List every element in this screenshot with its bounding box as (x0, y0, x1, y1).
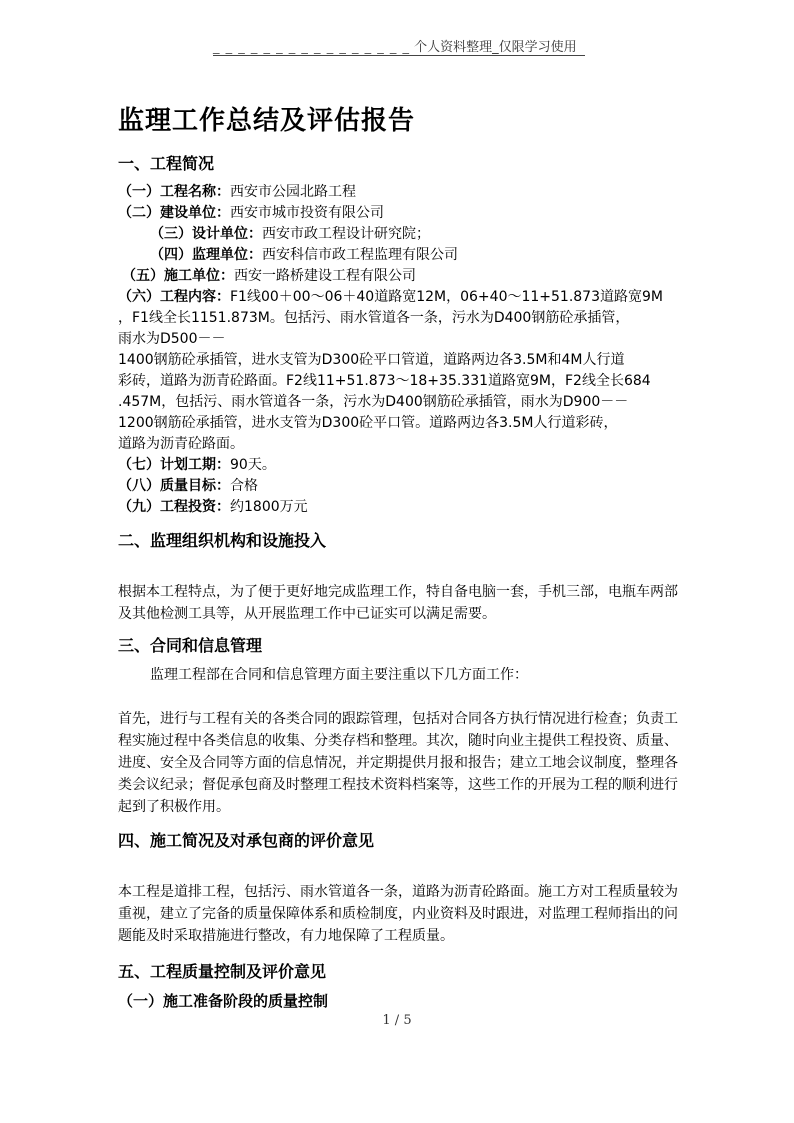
header-dashes: _ _ _ _ _ _ _ _ _ _ _ _ _ _ _ _ (213, 40, 410, 55)
section-4-heading: 四、施工简况及对承包商的评价意见 (118, 831, 375, 850)
document-body (118, 94, 678, 1015)
section-5-subheading: （一）施工准备阶段的质量控制 (118, 992, 329, 1010)
content-line: 雨水为D500－－ (118, 331, 226, 347)
item-owner: （二）建设单位：西安市城市投资有限公司 (118, 205, 384, 221)
header-rule (213, 55, 585, 56)
item-schedule: （七）计划工期：90天。 (118, 457, 276, 473)
content-line: 彩砖，道路为沥青砼路面。F2线11+51.873～18+35.331道路宽9M，F2线全长684 (118, 373, 651, 389)
section-2-heading: 二、监理组织机构和设施投入 (118, 531, 327, 550)
item-supervisor: （四）监理单位：西安科信市政工程监理有限公司 (150, 247, 458, 263)
content-line: .457M，包括污、雨水管道各一条，污水为D400钢筋砼承插管，雨水为D900－－ (118, 394, 629, 410)
content-line: 道路为沥青砼路面。 (118, 436, 244, 452)
section-3-intro: 监理工程部在合同和信息管理方面主要注重以下几方面工作： (150, 667, 528, 683)
item-content: （六）工程内容：F1线00＋00～06＋40道路宽12M，06+40～11+51.873道路宽9M (118, 289, 663, 305)
item-contractor: （五）施工单位：西安一路桥建设工程有限公司 (122, 268, 416, 284)
content-line: 1200钢筋砼承插管，进水支管为D300砼平口管。道路两边各3.5M人行道彩砖， (118, 415, 618, 431)
page-header (213, 36, 585, 55)
page-number: 1 / 5 (382, 1013, 412, 1028)
document-title: 监理工作总结及评估报告 (118, 106, 416, 136)
content-line: 1400钢筋砼承插管，进水支管为D300砼平口管道，道路两边各3.5M和4M人行道 (118, 352, 625, 368)
section-2-paragraph: 根据本工程特点，为了便于更好地完成监理工作，特自备电脑一套，手机三部，电瓶车两部及其他检测工具等，从开展监理工作中已证实可以满足需要。 (118, 584, 678, 622)
item-quality-goal: （八）质量目标：合格 (118, 478, 258, 494)
section-5-heading: 五、工程质量控制及评价意见 (118, 962, 327, 981)
section-1-heading: 一、工程简况 (118, 154, 215, 173)
item-project-name: （一）工程名称：西安市公园北路工程 (118, 184, 356, 200)
item-investment: （九）工程投资：约1800万元 (118, 499, 308, 515)
section-4-paragraph: 本工程是道排工程，包括污、雨水管道各一条，道路为沥青砼路面。施工方对工程质量较为重视，建立了完备的质量保障体系和质检制度，内业资料及时跟进，对监理工程师指出的问题能及时采取措施进行整改，有力地保障了工程质量。 (118, 884, 678, 944)
section-3-heading: 三、合同和信息管理 (118, 636, 263, 655)
section-3-paragraph: 首先，进行与工程有关的各类合同的跟踪管理，包括对合同各方执行情况进行检查；负责工程实施过程中各类信息的收集、分类存档和整理。其次，随时向业主提供工程投资、质量、进度、安全及合同等方面的信息情况，并定期提供月报和报告；建立工地会议制度，整理各类会议纪录；督促承包商及时整理工程技术资料档案等，这些工作的开展为工程的顺利进行起到了积极作用。 (118, 711, 678, 815)
item-designer: （三）设计单位：西安市政工程设计研究院； (150, 226, 430, 242)
content-line: ，F1线全长1151.873M。包括污、雨水管道各一条，污水为D400钢筋砼承插管， (118, 310, 630, 326)
header-text: 个人资料整理_仅限学习使用 (414, 40, 577, 55)
